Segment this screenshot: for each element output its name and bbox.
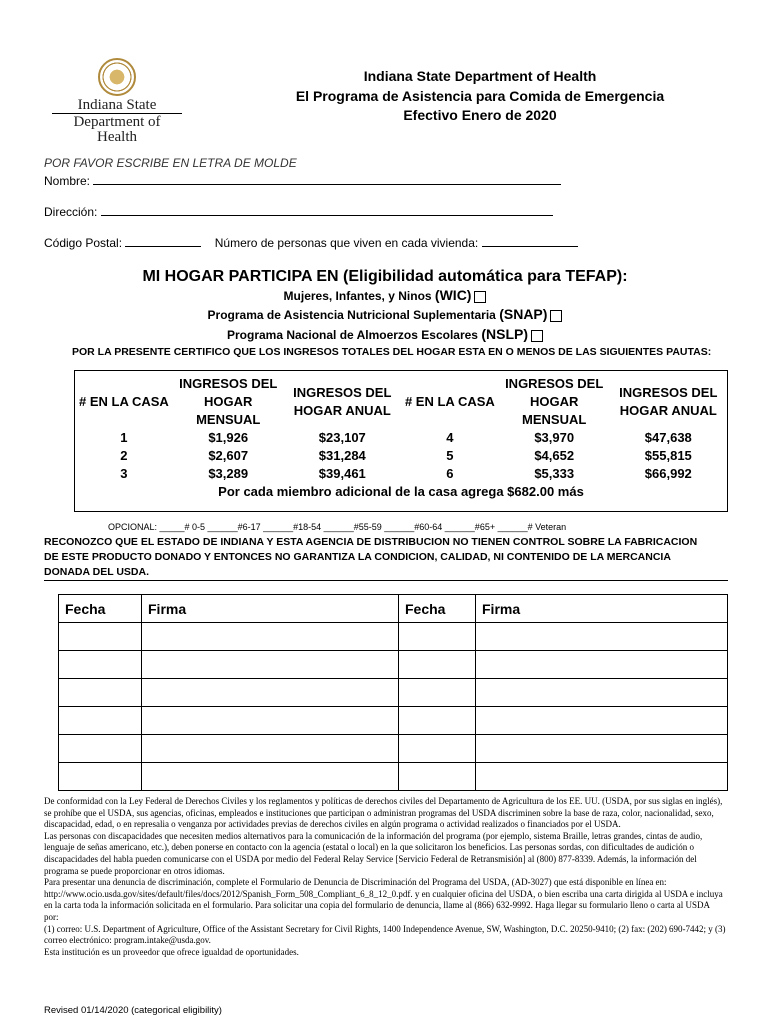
date-cell[interactable]: [399, 651, 476, 679]
wic-checkbox[interactable]: [474, 291, 486, 303]
income-row: [75, 447, 727, 465]
signature-row[interactable]: [59, 623, 728, 651]
income-header: # EN LA CASA: [404, 394, 495, 409]
sig-header-signature: Firma: [142, 595, 399, 623]
income-cell: $2,607: [208, 448, 249, 463]
income-header: INGRESOS DEL HOGAR MENSUAL: [505, 376, 604, 427]
sig-header-date: Fecha: [59, 595, 142, 623]
disclaimer-line-1: RECONOZCO QUE EL ESTADO DE INDIANA Y ESTA AGENCIA DE DISTRIBUCION NO TIENEN CONTROL SOBRE LA FABRICACION: [44, 536, 698, 548]
signature-cell[interactable]: [142, 679, 399, 707]
header-line-1: Indiana State Department of Health: [363, 68, 597, 84]
legal-paragraph: De conformidad con la Ley Federal de Derechos Civiles y los reglamentos y políticas de derechos civiles del Departamento de Agricultura de los EE. UU. (USDA, por sus siglas en inglés), se prohíbe que el USDA, sus agencias, oficinas, empleados e instituciones que participan o administran programas del USDA discriminen sobre la base de raza, color, nacionalidad, sexo, discapacidad, edad, o en represalia o venganza por actividades previas de derechos civiles en algún programa o actividad realizados o financiados por el USDA.: [44, 796, 723, 830]
income-row: [75, 429, 727, 447]
legal-notice: [44, 796, 726, 958]
date-cell[interactable]: [399, 679, 476, 707]
signature-table: [58, 594, 728, 791]
signature-cell[interactable]: [142, 651, 399, 679]
name-label: Nombre:: [44, 174, 91, 188]
eligibility-title: MI HOGAR PARTICIPA EN (Eligibilidad automática para TEFAP):: [142, 268, 628, 285]
date-cell[interactable]: [59, 651, 142, 679]
revision-note: Revised 01/14/2020 (categorical eligibility): [44, 1005, 222, 1016]
date-cell[interactable]: [399, 763, 476, 791]
income-cell: $66,992: [644, 466, 692, 481]
nslp-code: (NSLP): [481, 326, 528, 342]
nslp-label: Programa Nacional de Almoerzos Escolares: [226, 328, 478, 342]
snap-code: (SNAP): [499, 306, 548, 322]
income-cell: $23,107: [318, 430, 366, 445]
divider: [44, 580, 728, 581]
signature-row[interactable]: [59, 651, 728, 679]
disclaimer-line-3: DONADA DEL USDA.: [44, 566, 150, 578]
income-row: [75, 465, 727, 483]
logo-line-2: Department of Health: [52, 113, 182, 145]
legal-paragraph: Esta institución es un proveedor que ofrece igualdad de oportunidades.: [44, 946, 299, 957]
signature-cell[interactable]: [476, 707, 728, 735]
income-table: [74, 370, 728, 512]
legal-paragraph: (1) correo: U.S. Department of Agriculture, Office of the Assistant Secretary for Civil Rights, 1400 Independence Avenue, SW, Washington, D.C. 20250-9410; (2) fax: (202) 690-7442; y (3) correo electrónico: program.intake@usda.gov.: [44, 923, 726, 946]
signature-cell[interactable]: [142, 623, 399, 651]
income-cell: $5,333: [534, 466, 575, 481]
income-cell: $39,461: [318, 466, 366, 481]
date-cell[interactable]: [59, 679, 142, 707]
snap-label: Programa de Asistencia Nutricional Suplementaria: [207, 308, 496, 322]
income-cell: 5: [446, 448, 454, 463]
date-cell[interactable]: [399, 707, 476, 735]
signature-header-row: [59, 595, 728, 623]
legal-paragraph: Para presentar una denuncia de discriminación, complete el Formulario de Denuncia de Discriminación del Programa del USDA, (AD-3027) que está disponible en línea en: http://www.ocio.usda.gov/sites/default/files/docs/2012/Spanish_Form_508_Compliant_6_8_12_0.pdf. y en cualquier oficina del USDA, o bien escriba una carta dirigida al USDA e incluya en la carta toda la información solicitada en el formulario. Para solicitar una copia del formulario de denuncia, llame al (866) 632-9992. Haga llegar su formulario lleno o carta al USDA por:: [44, 877, 723, 922]
signature-row[interactable]: [59, 679, 728, 707]
signature-cell[interactable]: [142, 707, 399, 735]
wic-label: Mujeres, Infantes, y Ninos: [283, 289, 432, 303]
signature-row[interactable]: [59, 707, 728, 735]
signature-cell[interactable]: [476, 651, 728, 679]
isdh-logo: [52, 58, 182, 146]
income-cell: $3,970: [534, 430, 575, 445]
date-cell[interactable]: [59, 735, 142, 763]
date-cell[interactable]: [59, 623, 142, 651]
signature-cell[interactable]: [476, 623, 728, 651]
nslp-option[interactable]: [0, 326, 770, 342]
date-cell[interactable]: [59, 707, 142, 735]
income-cell: 1: [120, 430, 128, 445]
date-cell[interactable]: [399, 735, 476, 763]
zip-field[interactable]: [44, 234, 578, 250]
signature-cell[interactable]: [476, 679, 728, 707]
signature-row[interactable]: [59, 763, 728, 791]
date-cell[interactable]: [59, 763, 142, 791]
income-footer-row: [75, 483, 727, 501]
signature-row[interactable]: [59, 735, 728, 763]
income-header-row: [75, 371, 727, 429]
zip-label: Código Postal:: [44, 236, 123, 250]
signature-cell[interactable]: [476, 735, 728, 763]
snap-option[interactable]: [0, 306, 770, 322]
disclaimer-line-2: DE ESTE PRODUCTO DONADO Y ENTONCES NO GARANTIZA LA CONDICION, CALIDAD, NI CONTENIDO DE LA MERCANCIA: [44, 551, 671, 563]
print-instruction: POR FAVOR ESCRIBE EN LETRA DE MOLDE: [44, 156, 297, 170]
income-cell: $47,638: [644, 430, 692, 445]
state-seal-icon: [98, 58, 136, 96]
household-line[interactable]: [482, 234, 578, 247]
income-cell: 4: [446, 430, 454, 445]
sig-header-date: Fecha: [399, 595, 476, 623]
income-cell: $31,284: [318, 448, 366, 463]
name-field[interactable]: [44, 172, 561, 188]
address-label: Dirección:: [44, 205, 98, 219]
income-cell: 6: [446, 466, 454, 481]
income-header: INGRESOS DEL HOGAR ANUAL: [293, 385, 392, 418]
income-cell: 2: [120, 448, 128, 463]
nslp-checkbox[interactable]: [531, 330, 543, 342]
income-header: # EN LA CASA: [78, 394, 169, 409]
income-footer: Por cada miembro adicional de la casa agrega $682.00 más: [218, 484, 584, 499]
income-header: INGRESOS DEL HOGAR ANUAL: [619, 385, 718, 418]
wic-code: (WIC): [434, 287, 472, 303]
logo-line-1: Indiana State: [77, 97, 157, 113]
zip-line[interactable]: [125, 234, 201, 247]
snap-checkbox[interactable]: [550, 310, 562, 322]
sig-header-signature: Firma: [476, 595, 728, 623]
address-field[interactable]: [44, 203, 553, 219]
income-cell: $1,926: [208, 430, 249, 445]
income-cell: $55,815: [644, 448, 692, 463]
income-cell: $4,652: [534, 448, 575, 463]
signature-cell[interactable]: [142, 735, 399, 763]
date-cell[interactable]: [399, 623, 476, 651]
wic-option[interactable]: [0, 287, 770, 303]
optional-age-line[interactable]: OPCIONAL: _____# 0-5 ______#6-17 ______#18-54 ______#55-59 ______#60-64 ______#65+ ______# Veteran: [108, 522, 567, 532]
address-line[interactable]: [101, 203, 553, 216]
income-header: INGRESOS DEL HOGAR MENSUAL: [179, 376, 278, 427]
household-label: Número de personas que viven en cada vivienda:: [214, 236, 479, 250]
income-cell: 3: [120, 466, 128, 481]
certify-statement: POR LA PRESENTE CERTIFICO QUE LOS INGRESOS TOTALES DEL HOGAR ESTA EN O MENOS DE LAS SIGUIENTES PAUTAS:: [72, 346, 712, 358]
name-line[interactable]: [93, 172, 561, 185]
income-cell: $3,289: [208, 466, 249, 481]
signature-cell[interactable]: [142, 763, 399, 791]
header-line-3: Efectivo Enero de 2020: [403, 107, 557, 123]
legal-paragraph: Las personas con discapacidades que necesiten medios alternativos para la comunicación de la información del programa (por ejemplo, sistema Braille, letras grandes, cintas de audio, lenguaje de señas americano, etc.), deben ponerse en contacto con la agencia (estatal o local) en la que solicitaron los beneficios. Las personas sordas, con dificultades de audición o discapacidades del habla pueden comunicarse con el USDA por medio del Federal Relay Service [Servicio Federal de Retransmisión] al (800) 877-8339. Además, la información del programa se puede proporcionar en otros idiomas.: [44, 830, 703, 876]
header-line-2: El Programa de Asistencia para Comida de Emergencia: [295, 88, 665, 104]
signature-cell[interactable]: [476, 763, 728, 791]
